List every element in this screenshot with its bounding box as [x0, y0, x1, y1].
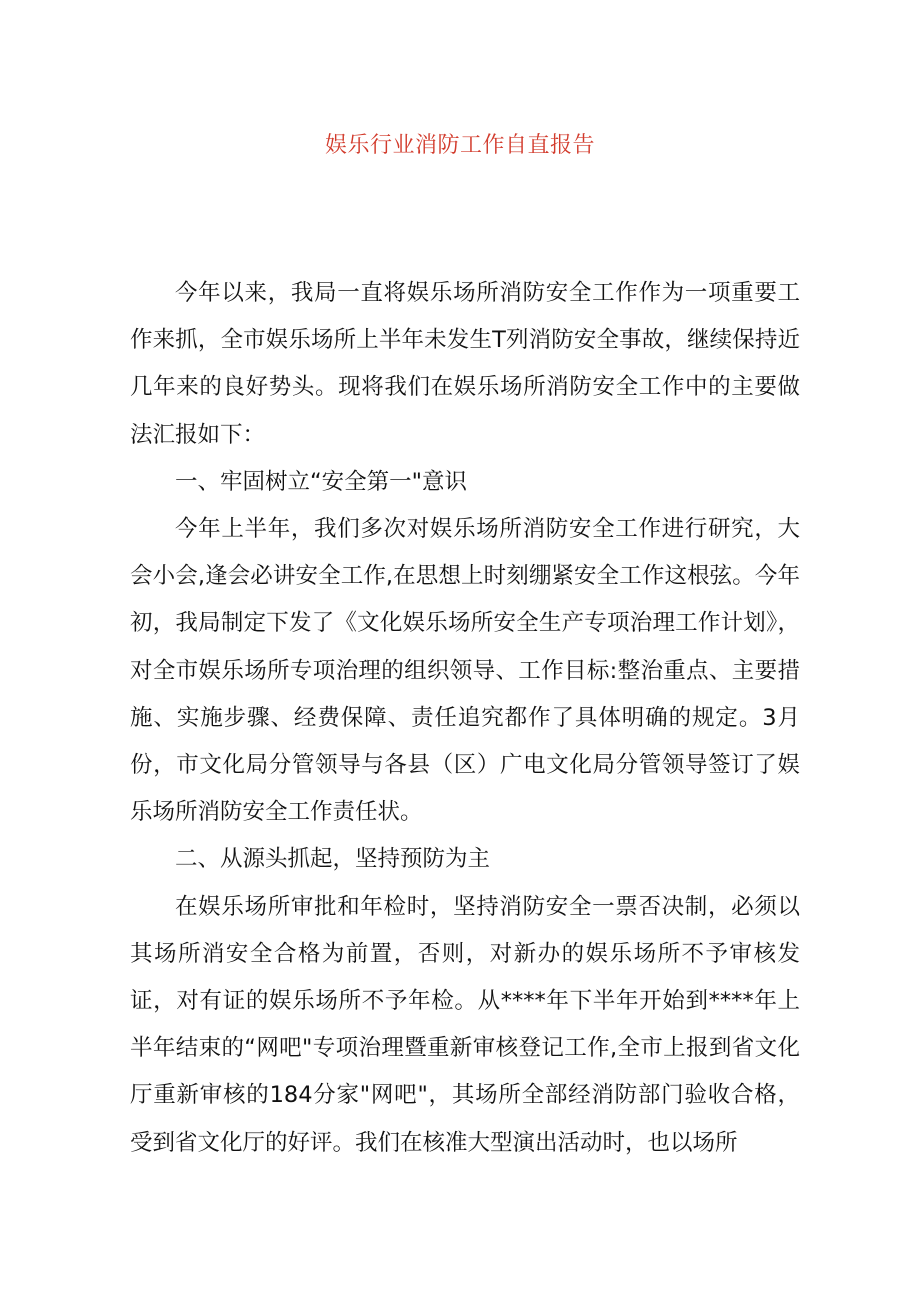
- section-heading-2: 二、从源头抓起，坚持预防为主: [175, 846, 491, 873]
- paragraph-section-2: 在娱乐场所审批和年检时，坚持消防安全一票否决制，必须以其场所消安全合格为前置，否则，对新办的娱乐场所不予审核发证，对有证的娱乐场所不予年检。从****年下半年开始到****年上半年结束的“网吧"专项治理暨重新审核登记工作,全市上报到省文化厅重新审核的184分家"网吧"，其场所全部经消防部门验收合格，受到省文化厅的好评。我们在核准大型演出活动时，也以场所: [130, 893, 800, 1156]
- section-heading-1: 一、牢固树立“安全第一"意识: [175, 468, 468, 495]
- paragraph-section-1: 今年上半年，我们多次对娱乐场所消防安全工作进行研究，大会小会,逢会必讲安全工作,在思想上时刻绷紧安全工作这根弦。今年初，我局制定下发了《文化娱乐场所安全生产专项治理工作计划》，对全市娱乐场所专项治理的组织领导、工作目标:整治重点、主要措施、实施步骤、经费保障、责任追究都作了具体明确的规定。3月份，市文化局分管领导与各县（区）广电文化局分管领导签订了娱乐场所消防安全工作责任状。: [130, 516, 800, 826]
- document-body: [130, 270, 800, 1167]
- paragraph-intro: 今年以来，我局一直将娱乐场所消防安全工作作为一项重要工作来抓，全市娱乐场所上半年未发生T列消防安全事故，继续保持近几年来的良好势头。现将我们在娱乐场所消防安全工作中的主要做法汇报如下：: [130, 280, 800, 448]
- document-title: 娱乐行业消防工作自直报告: [324, 133, 595, 158]
